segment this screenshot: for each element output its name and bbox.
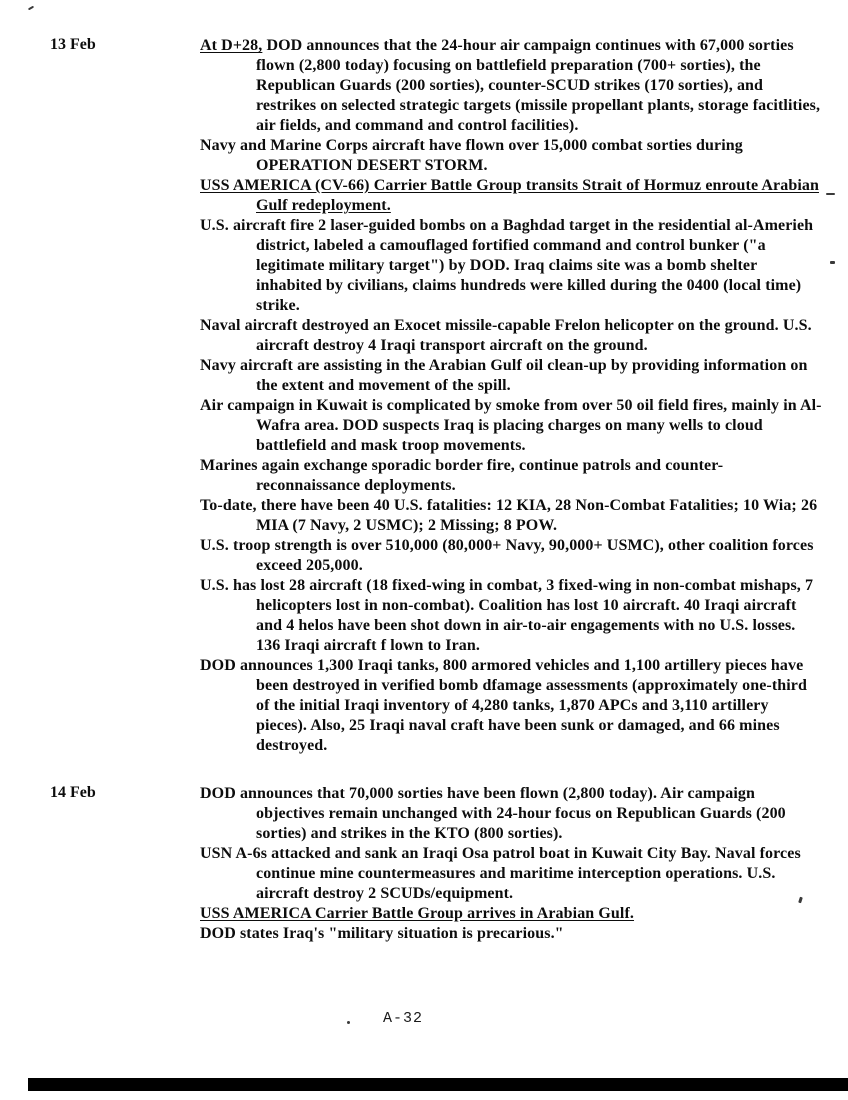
chronology-entry-underlined: USS AMERICA (CV-66) Carrier Battle Group transits Strait of Hormuz enroute Arabian Gulf redeployment.: [200, 177, 819, 214]
chronology-day-13-feb: [0, 36, 848, 756]
entry-text: DOD announces that the 24-hour air campaign continues with 67,000 sorties flown (2,800 today) focusing on battlefield preparation (700+ sorties), the Republican Guards (200 sorties), counter-SCUD strikes (170 sorties), and restrikes on selected strategic targets (missile propellant plants, storage facitlities, air fields, and command and control facilities).: [256, 37, 821, 134]
date-label-14-feb: 14 Feb: [50, 784, 96, 801]
scan-edge-bar: [28, 1078, 848, 1091]
chronology-entry: DOD states Iraq's "military situation is precarious.": [200, 925, 564, 942]
entries-14-feb: [200, 784, 822, 944]
chronology-entry: USN A-6s attacked and sank an Iraqi Osa patrol boat in Kuwait City Bay. Naval forces continue mine countermeasures and maritime interception operations. U.S. aircraft destroy 2 SCUDs/equipment.: [200, 845, 801, 902]
chronology-entry-underlined: USS AMERICA Carrier Battle Group arrives in Arabian Gulf.: [200, 905, 635, 922]
chronology-entry: Naval aircraft destroyed an Exocet missile-capable Frelon helicopter on the ground. U.S. aircraft destroy 4 Iraqi transport aircraft on the ground.: [200, 317, 812, 354]
chronology-entry: U.S. has lost 28 aircraft (18 fixed-wing in combat, 3 fixed-wing in non-combat mishaps, 7 helicopters lost in non-combat). Coalition has lost 10 aircraft. 40 Iraqi aircraft and 4 helos have been shot down in air-to-air engagements with no U.S. losses. 136 Iraqi aircraft f lown to Iran.: [200, 577, 814, 654]
chronology-entry: DOD announces 1,300 Iraqi tanks, 800 armored vehicles and 1,100 artillery pieces have been destroyed in verified bomb dfamage assessments (approximately one-third of the initial Iraqi inventory of 4,280 tanks, 1,870 APCs and 3,110 artillery pieces). Also, 25 Iraqi naval craft have been sunk or damaged, and 66 mines destroyed.: [200, 657, 807, 754]
chronology-entry: U.S. troop strength is over 510,000 (80,000+ Navy, 90,000+ USMC), other coalition forces exceed 205,000.: [200, 537, 814, 574]
entries-13-feb: [200, 36, 822, 756]
chronology-entry: Marines again exchange sporadic border fire, continue patrols and counter-reconnaissance deployments.: [200, 457, 724, 494]
chronology-entry: To-date, there have been 40 U.S. fatalities: 12 KIA, 28 Non-Combat Fatalities; 10 Wia; 26 MIA (7 Navy, 2 USMC); 2 Missing; 8 POW.: [200, 497, 818, 534]
chronology-day-14-feb: [0, 784, 848, 944]
date-label-13-feb: 13 Feb: [50, 36, 96, 53]
chronology-entry: Navy aircraft are assisting in the Arabian Gulf oil clean-up by providing information on the extent and movement of the spill.: [200, 357, 808, 394]
chronology-entry: Air campaign in Kuwait is complicated by smoke from over 50 oil field fires, mainly in Al-Wafra area. DOD suspects Iraq is placing charges on many wells to cloud battlefield and mask troop movements.: [200, 397, 822, 454]
scan-artifact: [347, 1021, 350, 1024]
chronology-entry: [200, 36, 822, 136]
page-number: A-32: [383, 1010, 424, 1027]
chronology-entry: Navy and Marine Corps aircraft have flown over 15,000 combat sorties during OPERATION DESERT STORM.: [200, 137, 743, 174]
chronology-entry: DOD announces that 70,000 sorties have been flown (2,800 today). Air campaign objectives remain unchanged with 24-hour focus on Republican Guards (200 sorties) and strikes in the KTO (800 sorties).: [200, 785, 786, 842]
scan-artifact: [830, 261, 835, 264]
scan-artifact: [826, 193, 835, 195]
chronology-entry: U.S. aircraft fire 2 laser-guided bombs on a Baghdad target in the residential al-Amerieh district, labeled a camouflaged fortified command and control bunker ("a legitimate military target") by DOD. Iraq claims site was a bomb shelter inhabited by civilians, claims hundreds were killed during the 0400 (local time) strike.: [200, 217, 814, 314]
scan-artifact: [28, 6, 34, 11]
entry-underlined-lead: At D+28,: [200, 37, 263, 54]
